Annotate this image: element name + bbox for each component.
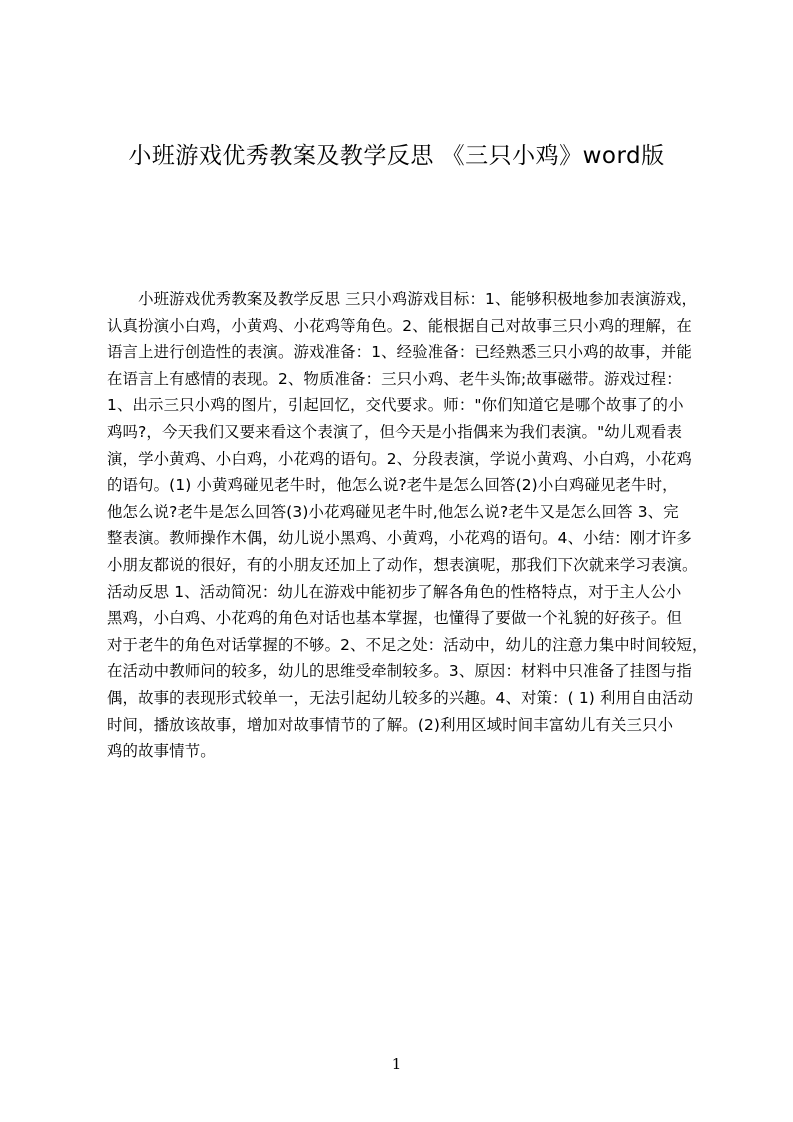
body-line: 对于老牛的角色对话掌握的不够。2、不足之处：活动中，幼儿的注意力集中时间较短， xyxy=(107,635,707,654)
body-line: 小朋友都说的很好，有的小朋友还加上了动作，想表演呢，那我们下次就来学习表演。 xyxy=(107,555,698,574)
body-line: 语言上进行创造性的表演。游戏准备：1、经验准备：已经熟悉三只小鸡的故事，并能 xyxy=(107,343,692,362)
body-line: 在活动中教师问的较多，幼儿的思维受牵制较多。3、原因：材料中只准备了挂图与指 xyxy=(107,662,692,681)
body-line: 演，学小黄鸡、小白鸡，小花鸡的语句。2、分段表演，学说小黄鸡、小白鸡，小花鸡 xyxy=(107,449,692,468)
document-body xyxy=(107,286,707,776)
body-line: 1、出示三只小鸡的图片，引起回忆，交代要求。师："你们知道它是哪个故事了的小 xyxy=(107,396,684,415)
body-line: 的语句。(1) 小黄鸡碰见老牛时，他怎么说?老牛是怎么回答(2)小白鸡碰见老牛时， xyxy=(107,476,678,495)
body-line: 认真扮演小白鸡，小黄鸡、小花鸡等角色。2、能根据自己对故事三只小鸡的理解，在 xyxy=(107,316,692,335)
body-line: 偶，故事的表现形式较单一，无法引起幼儿较多的兴趣。4、对策：( 1) 利用自由活动 xyxy=(107,688,694,707)
body-line: 时间，播放该故事，增加对故事情节的了解。(2)利用区域时间丰富幼儿有关三只小 xyxy=(107,715,674,734)
body-line: 鸡吗?，今天我们又要来看这个表演了，但今天是小指偶来为我们表演。"幼儿观看表 xyxy=(107,422,683,441)
body-line: 黑鸡，小白鸡、小花鸡的角色对话也基本掌握，也懂得了要做一个礼貌的好孩子。但 xyxy=(107,609,683,628)
page-number: 1 xyxy=(391,1055,402,1073)
body-line: 整表演。教师操作木偶，幼儿说小黑鸡、小黄鸡，小花鸡的语句。4、小结：刚才许多 xyxy=(107,529,692,548)
document-title: 小班游戏优秀教案及教学反思 《三只小鸡》word版 xyxy=(128,143,665,169)
body-line: 小班游戏优秀教案及教学反思 三只小鸡游戏目标：1、能够积极地参加表演游戏， xyxy=(107,290,697,308)
body-line: 活动反思 1、活动简况：幼儿在游戏中能初步了解各角色的性格特点，对于主人公小 xyxy=(107,582,682,601)
body-line: 鸡的故事情节。 xyxy=(107,742,216,761)
body-line: 在语言上有感情的表现。2、物质准备：三只小鸡、老牛头饰;故事磁带。游戏过程： xyxy=(107,369,682,388)
body-line: 他怎么说?老牛是怎么回答(3)小花鸡碰见老牛时,他怎么说?老牛又是怎么回答 3、完 xyxy=(107,502,679,521)
